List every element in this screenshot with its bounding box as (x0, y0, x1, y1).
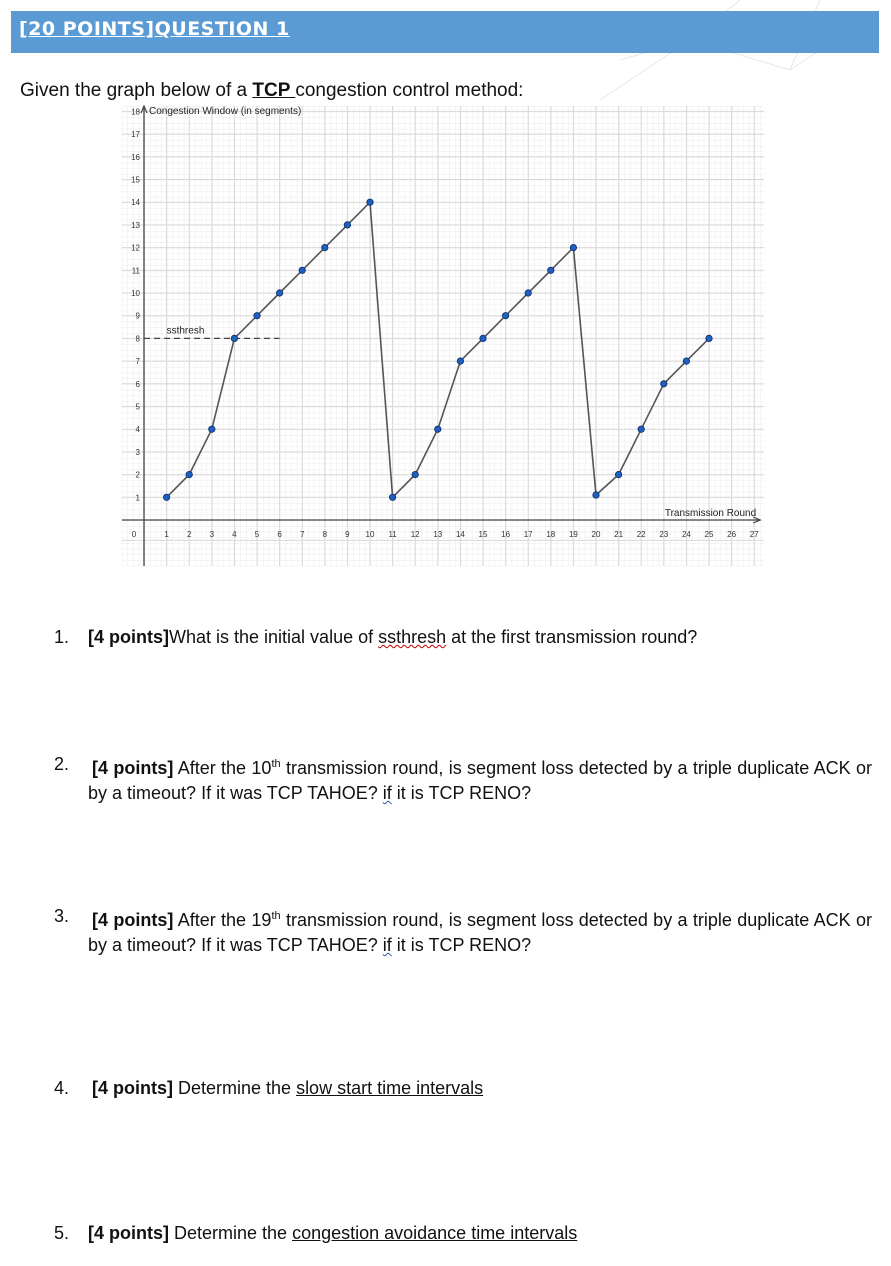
data-point (412, 471, 418, 477)
question-points: [4 points] (92, 910, 174, 930)
data-point (570, 244, 576, 250)
grammar-check-word: if (382, 935, 392, 955)
superscript: th (271, 758, 281, 770)
question-number: 2. (54, 754, 70, 774)
x-tick-label: 27 (749, 530, 759, 539)
y-tick-label: 4 (135, 425, 140, 435)
y-tick-label: 14 (131, 198, 140, 208)
y-tick-label: 15 (131, 175, 140, 185)
y-tick-label: 10 (131, 289, 140, 298)
underlined-phrase: congestion avoidance time intervals (292, 1223, 578, 1243)
intro-after: congestion control method: (295, 80, 524, 101)
data-point (593, 492, 599, 498)
x-tick-label: 23 (659, 530, 669, 539)
question-2 (54, 752, 872, 806)
chart-axis-labels (149, 106, 756, 519)
x-tick-label: 26 (727, 530, 737, 539)
grammar-check-word: if (382, 783, 392, 803)
question-number: 5. (54, 1223, 70, 1243)
data-point (525, 290, 531, 296)
x-tick-label: 12 (410, 530, 420, 539)
data-point (231, 335, 237, 341)
y-tick-label: 6 (135, 379, 140, 389)
question-text: Determine the (173, 1078, 297, 1098)
data-point (322, 244, 328, 250)
chart-tick-labels (131, 100, 759, 539)
data-point (638, 426, 644, 432)
question-text-mid: transmission round, is segment loss detected by a triple duplicate ACK or by a timeout? If it was TCP TAHOE? (88, 910, 872, 955)
question-3 (54, 904, 872, 958)
data-point (209, 426, 215, 432)
x-tick-label: 20 (591, 530, 601, 539)
y-tick-label: 7 (135, 357, 140, 367)
congestion-window-chart (112, 100, 772, 572)
x-tick-label: 0 (131, 530, 137, 539)
x-tick-label: 4 (232, 530, 237, 539)
y-tick-label: 5 (135, 402, 140, 412)
x-tick-label: 25 (704, 530, 714, 539)
y-tick-label: 2 (135, 470, 140, 480)
question-points: [4 points] (92, 758, 174, 778)
x-tick-label: 10 (365, 530, 375, 539)
y-tick-label: 12 (131, 243, 140, 253)
question-points: [4 points] (88, 1223, 169, 1243)
intro-text (20, 80, 523, 102)
data-point (548, 267, 554, 273)
question-text: After the 10 (173, 758, 272, 778)
data-point (683, 358, 689, 364)
question-text: What is the initial value of (169, 627, 379, 647)
y-tick-label: 11 (131, 266, 140, 276)
y-tick-label: 13 (131, 220, 140, 230)
y-tick-label: 8 (135, 334, 140, 344)
x-tick-label: 22 (636, 530, 646, 539)
data-point (299, 267, 305, 273)
question-number: 3. (54, 906, 70, 926)
question-text-end: it is TCP RENO? (391, 783, 532, 803)
question-1 (54, 625, 872, 650)
x-tick-label: 6 (277, 530, 282, 539)
x-tick-label: 9 (345, 530, 350, 539)
intro-tcp: TCP (252, 80, 296, 101)
x-tick-label: 7 (299, 530, 305, 539)
question-text-mid: transmission round, is segment loss detected by a triple duplicate ACK or by a timeout? If it was TCP TAHOE? (88, 758, 872, 803)
ssthresh-label: ssthresh (166, 325, 205, 337)
y-tick-label: 3 (135, 447, 140, 457)
data-point (502, 313, 508, 319)
question-header-banner (11, 11, 879, 53)
y-tick-label: 17 (131, 130, 140, 140)
x-tick-label: 15 (478, 530, 488, 539)
question-text: Determine the (169, 1223, 293, 1243)
question-title: [20 POINTS]QUESTION 1 (19, 18, 290, 40)
data-point (186, 471, 192, 477)
data-point (163, 494, 169, 500)
intro-before: Given the graph below of a (20, 80, 253, 101)
x-tick-label: 11 (388, 530, 397, 539)
data-point (706, 335, 712, 341)
question-text-end: it is TCP RENO? (391, 935, 532, 955)
x-tick-label: 8 (322, 530, 328, 539)
question-text-end: at the first transmission round? (446, 627, 698, 647)
x-axis-label: Transmission Round (664, 508, 757, 519)
data-point (661, 381, 667, 387)
question-4 (54, 1076, 872, 1101)
data-point (276, 290, 282, 296)
underlined-phrase: slow start time intervals (296, 1078, 484, 1098)
x-tick-label: 19 (568, 530, 578, 539)
y-tick-label: 16 (131, 152, 140, 162)
x-tick-label: 5 (254, 530, 260, 539)
data-point (457, 358, 463, 364)
superscript: th (271, 910, 281, 922)
question-points: [4 points] (92, 1078, 173, 1098)
data-point (480, 335, 486, 341)
data-point (367, 199, 373, 205)
data-point (344, 222, 350, 228)
x-tick-label: 14 (455, 530, 465, 539)
data-point (389, 494, 395, 500)
x-tick-label: 2 (186, 530, 192, 539)
x-tick-label: 17 (523, 530, 533, 539)
x-tick-label: 18 (546, 530, 556, 539)
data-point (435, 426, 441, 432)
x-tick-label: 13 (433, 530, 443, 539)
y-axis-label: Congestion Window (in segments) (149, 106, 302, 117)
x-tick-label: 16 (501, 530, 511, 539)
y-tick-label: 18 (131, 107, 140, 117)
question-number: 4. (54, 1078, 70, 1098)
question-5 (54, 1221, 872, 1246)
question-text: After the 19 (173, 910, 272, 930)
question-points: [4 points] (88, 627, 169, 647)
x-tick-label: 21 (614, 530, 624, 539)
y-tick-label: 9 (135, 311, 140, 321)
x-tick-label: 1 (164, 530, 169, 539)
y-tick-label: 1 (135, 493, 140, 503)
x-tick-label: 3 (209, 530, 215, 539)
question-number: 1. (54, 627, 70, 647)
spellcheck-word: ssthresh (378, 627, 447, 647)
data-point (615, 471, 621, 477)
x-tick-label: 24 (681, 530, 691, 539)
data-point (254, 313, 260, 319)
